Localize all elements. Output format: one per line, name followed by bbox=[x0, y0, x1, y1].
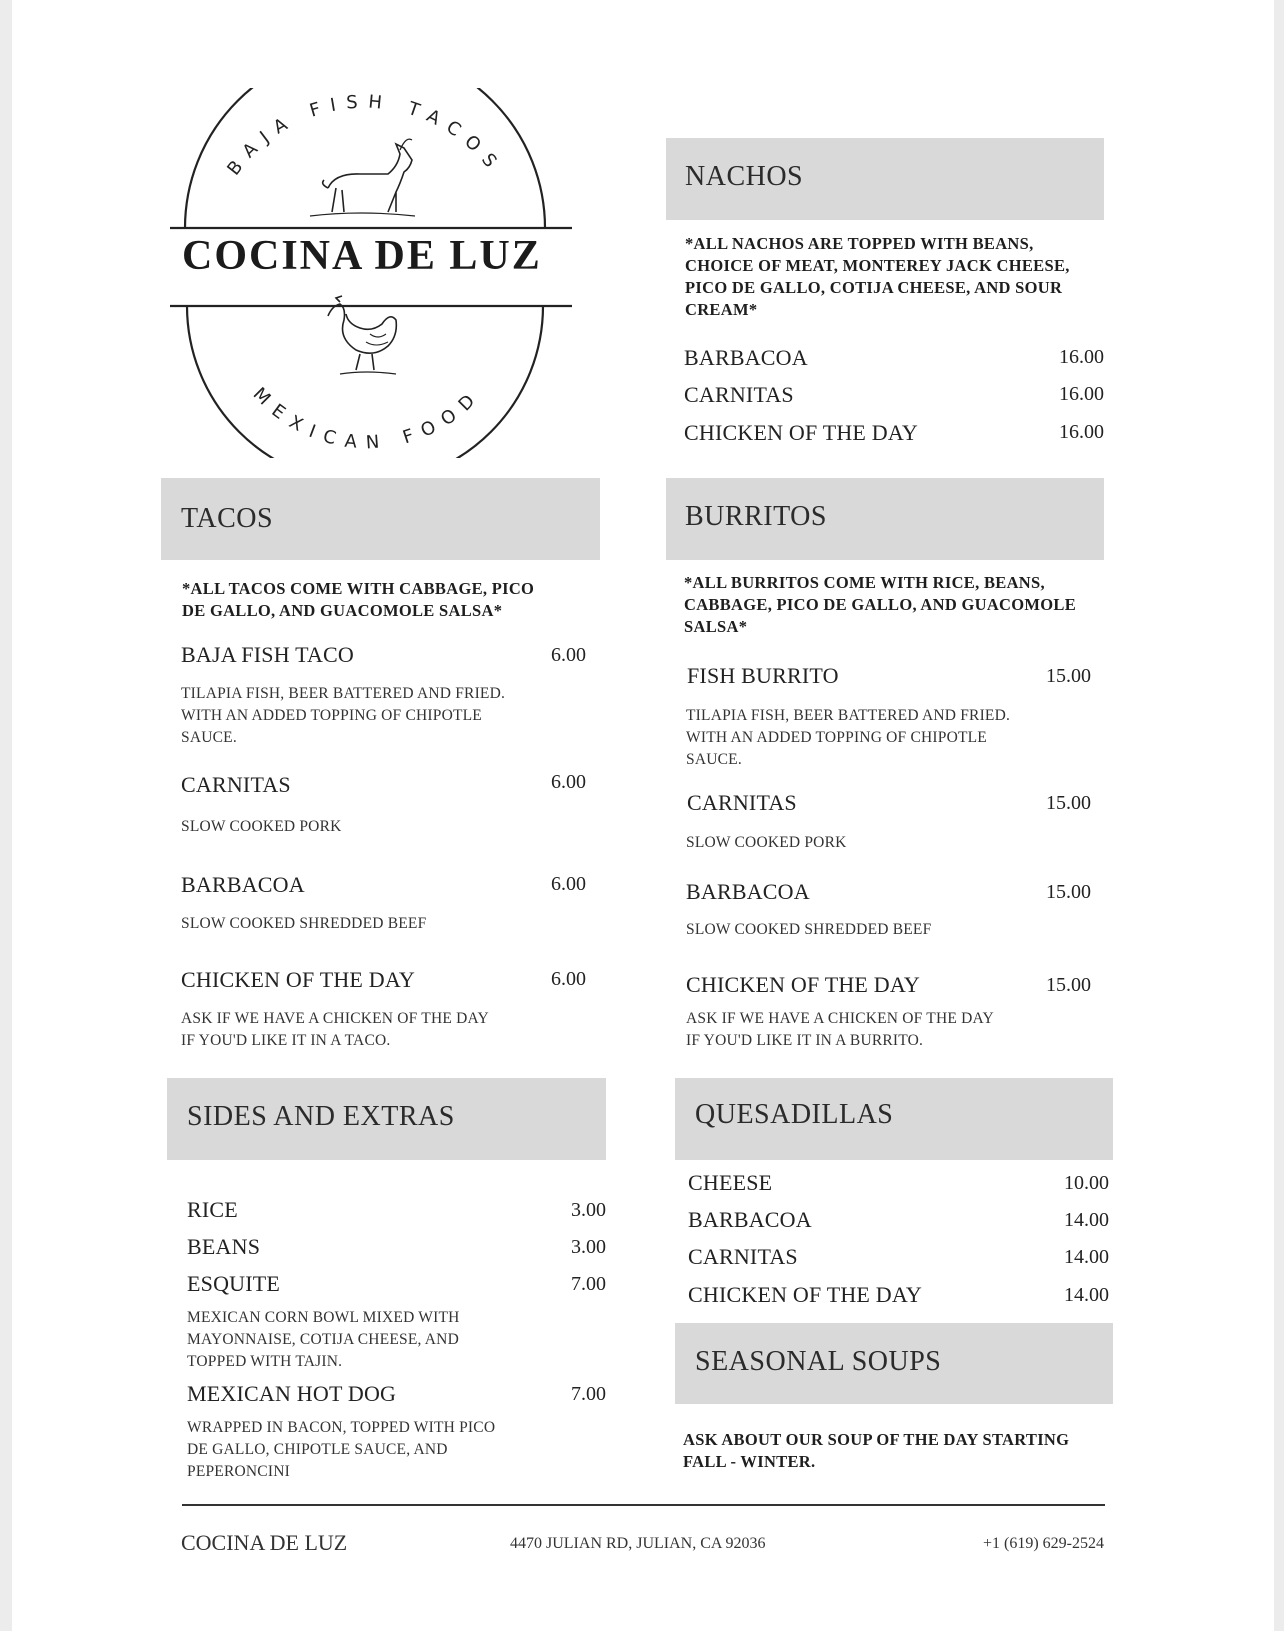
burritos-item-price: 15.00 bbox=[1046, 665, 1091, 687]
burritos-item-desc bbox=[686, 919, 1086, 941]
sides-header-band bbox=[167, 1078, 606, 1160]
desc-line: MAYONNAISE, COTIJA CHEESE, AND bbox=[187, 1331, 459, 1348]
nachos-item-price: 16.00 bbox=[1059, 421, 1104, 443]
burritos-note-line: *ALL BURRITOS COME WITH RICE, BEANS, bbox=[684, 573, 1045, 592]
tacos-item-price: 6.00 bbox=[551, 644, 586, 666]
burritos-header-band bbox=[666, 478, 1104, 560]
burritos-item-name: CARNITAS bbox=[687, 790, 797, 815]
desc-line: ASK IF WE HAVE A CHICKEN OF THE DAY bbox=[181, 1010, 489, 1027]
desc-line: SLOW COOKED PORK bbox=[686, 834, 847, 851]
burritos-note bbox=[684, 572, 1114, 638]
tacos-item-name: BAJA FISH TACO bbox=[181, 642, 355, 667]
nachos-title: NACHOS bbox=[685, 161, 804, 192]
sides-item-price: 3.00 bbox=[571, 1236, 606, 1258]
burritos-item-price: 15.00 bbox=[1046, 974, 1091, 996]
restaurant-name: COCINA DE LUZ bbox=[182, 233, 542, 279]
quesadillas-item-price: 14.00 bbox=[1064, 1284, 1109, 1306]
desc-line: TILAPIA FISH, BEER BATTERED AND FRIED. bbox=[686, 707, 1011, 724]
burritos-item-name: BARBACOA bbox=[686, 879, 810, 904]
logo bbox=[160, 88, 580, 458]
quesadillas-item-name: CHEESE bbox=[688, 1170, 773, 1195]
nachos-note bbox=[685, 233, 1115, 321]
nachos-note-line: *ALL NACHOS ARE TOPPED WITH BEANS, bbox=[685, 234, 1034, 253]
tacos-item-desc bbox=[181, 816, 581, 838]
desc-line: IF YOU'D LIKE IT IN A TACO. bbox=[181, 1032, 391, 1049]
soups-note-line: FALL - WINTER. bbox=[683, 1452, 816, 1471]
sides-item-price: 7.00 bbox=[571, 1273, 606, 1295]
burritos-note-line: SALSA* bbox=[684, 617, 748, 636]
footer-address: 4470 JULIAN RD, JULIAN, CA 92036 bbox=[510, 1535, 766, 1552]
desc-line: PEPERONCINI bbox=[187, 1463, 290, 1480]
logo-arc-top-text: BAJA FISH TACOS bbox=[223, 91, 507, 180]
desc-line: MEXICAN CORN BOWL MIXED WITH bbox=[187, 1309, 460, 1326]
desc-line: ASK IF WE HAVE A CHICKEN OF THE DAY bbox=[686, 1010, 994, 1027]
desc-line: SLOW COOKED SHREDDED BEEF bbox=[181, 915, 427, 932]
nachos-item-name: CHICKEN OF THE DAY bbox=[684, 420, 919, 445]
quesadillas-item-price: 10.00 bbox=[1064, 1172, 1109, 1194]
burritos-item-desc bbox=[686, 1008, 1086, 1052]
soups-note-line: ASK ABOUT OUR SOUP OF THE DAY STARTING bbox=[683, 1430, 1070, 1449]
logo-arc-bottom-text: MEXICAN FOOD bbox=[248, 383, 487, 454]
tacos-note-line: DE GALLO, AND GUACOMOLE SALSA* bbox=[182, 601, 503, 620]
nachos-item-name: BARBACOA bbox=[684, 345, 808, 370]
tacos-item-desc bbox=[181, 913, 581, 935]
quesadillas-item-price: 14.00 bbox=[1064, 1246, 1109, 1268]
footer-divider bbox=[182, 1504, 1105, 1506]
page-edge-right bbox=[1274, 0, 1284, 1631]
sides-item-price: 3.00 bbox=[571, 1199, 606, 1221]
quesadillas-item-name: CARNITAS bbox=[688, 1244, 798, 1269]
burritos-item-price: 15.00 bbox=[1046, 792, 1091, 814]
sides-item-name: BEANS bbox=[187, 1234, 261, 1259]
burritos-note-line: CABBAGE, PICO DE GALLO, AND GUACOMOLE bbox=[684, 595, 1077, 614]
sides-item-name: RICE bbox=[187, 1197, 238, 1222]
tacos-item-name: CARNITAS bbox=[181, 772, 291, 797]
footer-phone: +1 (619) 629-2524 bbox=[982, 1535, 1104, 1552]
desc-line: WITH AN ADDED TOPPING OF CHIPOTLE bbox=[181, 707, 482, 724]
sides-item-name: ESQUITE bbox=[187, 1271, 281, 1296]
tacos-item-desc bbox=[181, 683, 581, 749]
quesadillas-item-price: 14.00 bbox=[1064, 1209, 1109, 1231]
sides-item-desc bbox=[187, 1307, 587, 1373]
desc-line: WRAPPED IN BACON, TOPPED WITH PICO bbox=[187, 1419, 496, 1436]
nachos-note-line: CREAM* bbox=[685, 300, 758, 319]
tacos-item-price: 6.00 bbox=[551, 771, 586, 793]
desc-line: DE GALLO, CHIPOTLE SAUCE, AND bbox=[187, 1441, 448, 1458]
desc-line: SLOW COOKED PORK bbox=[181, 818, 342, 835]
page-edge-left bbox=[0, 0, 12, 1631]
burritos-item-price: 15.00 bbox=[1046, 881, 1091, 903]
sides-item-name: MEXICAN HOT DOG bbox=[187, 1381, 397, 1406]
desc-line: SLOW COOKED SHREDDED BEEF bbox=[686, 921, 932, 938]
hen-icon bbox=[328, 296, 396, 374]
tacos-item-name: CHICKEN OF THE DAY bbox=[181, 967, 416, 992]
desc-line: SAUCE. bbox=[686, 751, 742, 768]
soups-header-band bbox=[675, 1323, 1113, 1404]
nachos-note-line: PICO DE GALLO, COTIJA CHEESE, AND SOUR bbox=[685, 278, 1063, 297]
sides-title: SIDES AND EXTRAS bbox=[187, 1101, 455, 1132]
tacos-item-price: 6.00 bbox=[551, 873, 586, 895]
sides-item-price: 7.00 bbox=[571, 1383, 606, 1405]
desc-line: IF YOU'D LIKE IT IN A BURRITO. bbox=[686, 1032, 924, 1049]
nachos-header-band bbox=[666, 138, 1104, 220]
desc-line: SAUCE. bbox=[181, 729, 237, 746]
tacos-header-band bbox=[161, 478, 600, 560]
burritos-item-desc bbox=[686, 705, 1086, 771]
quesadillas-header-band bbox=[675, 1078, 1113, 1160]
quesadillas-title: QUESADILLAS bbox=[695, 1099, 894, 1130]
tacos-item-price: 6.00 bbox=[551, 968, 586, 990]
quesadillas-item-name: BARBACOA bbox=[688, 1207, 812, 1232]
burritos-item-name: CHICKEN OF THE DAY bbox=[686, 972, 921, 997]
tacos-item-desc bbox=[181, 1008, 581, 1052]
goat-icon bbox=[310, 139, 415, 216]
nachos-item-price: 16.00 bbox=[1059, 383, 1104, 405]
footer-name: COCINA DE LUZ bbox=[181, 1530, 348, 1555]
burritos-item-name: FISH BURRITO bbox=[687, 663, 839, 688]
soups-note bbox=[683, 1429, 1113, 1473]
quesadillas-item-name: CHICKEN OF THE DAY bbox=[688, 1282, 923, 1307]
nachos-item-price: 16.00 bbox=[1059, 346, 1104, 368]
soups-title: SEASONAL SOUPS bbox=[695, 1346, 942, 1377]
desc-line: TOPPED WITH TAJIN. bbox=[187, 1353, 343, 1370]
nachos-note-line: CHOICE OF MEAT, MONTEREY JACK CHEESE, bbox=[685, 256, 1070, 275]
tacos-item-name: BARBACOA bbox=[181, 872, 305, 897]
nachos-item-name: CARNITAS bbox=[684, 382, 794, 407]
tacos-title: TACOS bbox=[181, 503, 274, 534]
burritos-item-desc bbox=[686, 832, 1086, 854]
tacos-note-line: *ALL TACOS COME WITH CABBAGE, PICO bbox=[182, 579, 535, 598]
tacos-note bbox=[182, 578, 602, 622]
desc-line: TILAPIA FISH, BEER BATTERED AND FRIED. bbox=[181, 685, 506, 702]
sides-item-desc bbox=[187, 1417, 587, 1483]
burritos-title: BURRITOS bbox=[685, 501, 827, 532]
desc-line: WITH AN ADDED TOPPING OF CHIPOTLE bbox=[686, 729, 987, 746]
